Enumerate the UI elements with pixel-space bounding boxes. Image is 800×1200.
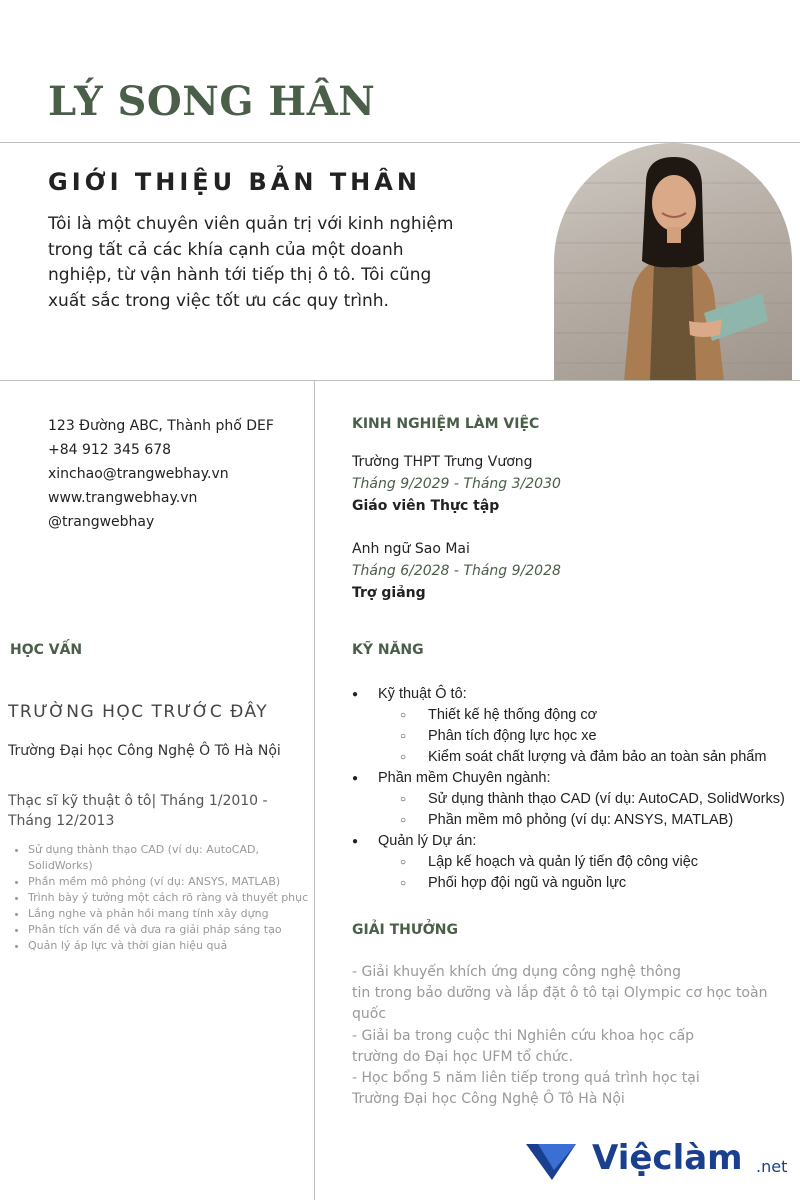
education-heading: HỌC VẤN xyxy=(10,642,83,658)
portrait-illustration xyxy=(554,143,792,381)
award-line: - Giải ba trong cuộc thi Nghiên cứu khoa học cấp xyxy=(352,1027,695,1044)
intro-divider xyxy=(0,380,800,381)
award-line: trường do Đại học UFM tổ chức. xyxy=(352,1048,574,1065)
skill-item: ○ Thiết kế hệ thống động cơ xyxy=(352,705,800,726)
list-item: • Phần mềm mô phỏng (ví dụ: ANSYS, MATLAB) xyxy=(28,874,310,890)
job-date: Tháng 6/2028 - Tháng 9/2028 xyxy=(352,563,561,579)
contact-info xyxy=(48,414,274,534)
contact-website[interactable]: www.trangwebhay.vn xyxy=(48,490,198,506)
column-divider xyxy=(314,381,315,1200)
job-date: Tháng 9/2029 - Tháng 3/2030 xyxy=(352,476,561,492)
skill-item: ○ Kiểm soát chất lượng và đảm bảo an toàn sản phẩm xyxy=(352,747,800,768)
school-heading: TRƯỜNG HỌC TRƯỚC ĐÂY xyxy=(8,702,269,722)
list-item: • Sử dụng thành thạo CAD (ví dụ: AutoCAD, SolidWorks) xyxy=(28,842,310,874)
list-item: • Trình bày ý tưởng một cách rõ ràng và thuyết phục xyxy=(28,890,310,906)
skills-heading: KỸ NĂNG xyxy=(352,642,424,658)
skill-item: ○ Phân tích động lực học xe xyxy=(352,726,800,747)
award-line: quốc xyxy=(352,1006,387,1023)
logo-wordmark: Việclàm xyxy=(592,1138,743,1178)
skill-category: ● Phần mềm Chuyên ngành: xyxy=(352,768,800,789)
skill-category: ● Quản lý Dự án: xyxy=(352,831,800,852)
contact-address: 123 Đường ABC, Thành phố DEF xyxy=(48,418,274,434)
award-line: - Giải khuyến khích ứng dụng công nghệ thông xyxy=(352,964,682,980)
contact-social[interactable]: @trangwebhay xyxy=(48,514,155,530)
list-item: • Phân tích vấn đề và đưa ra giải pháp sáng tạo xyxy=(28,922,310,938)
candidate-name: LÝ SONG HÂN xyxy=(48,78,376,125)
skill-item: ○ Sử dụng thành thạo CAD (ví dụ: AutoCAD, SolidWorks) xyxy=(352,789,800,810)
list-item: • Lắng nghe và phản hồi mang tính xây dựng xyxy=(28,906,310,922)
award-line: Trường Đại học Công Nghệ Ô Tô Hà Nội xyxy=(352,1091,625,1108)
skill-item: ○ Phần mềm mô phỏng (ví dụ: ANSYS, MATLAB) xyxy=(352,810,800,831)
intro-title: GIỚI THIỆU BẢN THÂN xyxy=(48,168,421,196)
job-role: Trợ giảng xyxy=(352,585,426,601)
logo-suffix: .net xyxy=(756,1157,788,1176)
education-list xyxy=(8,842,310,954)
contact-phone: +84 912 345 678 xyxy=(48,442,172,458)
vieclam-logo xyxy=(524,1138,794,1188)
list-item: • Quản lý áp lực và thời gian hiệu quả xyxy=(28,938,310,954)
degree-info: Thạc sĩ kỹ thuật ô tô| Tháng 1/2010 - Tháng 12/2013 xyxy=(8,793,268,829)
skill-item: ○ Lập kế hoạch và quản lý tiến độ công việc xyxy=(352,852,800,873)
skill-item: ○ Phối hợp đội ngũ và nguồn lực xyxy=(352,873,800,894)
school-name: Trường Đại học Công Nghệ Ô Tô Hà Nội xyxy=(8,743,281,759)
skill-category: ● Kỹ thuật Ô tô: xyxy=(352,684,800,705)
award-line: tin trong bảo dưỡng và lắp đặt ô tô tại Olympic cơ học toàn xyxy=(352,985,768,1002)
intro-text: Tôi là một chuyên viên quản trị với kinh nghiệm trong tất cả các khía cạnh của một doanh nghiệp, từ vận hành tới tiếp thị ô tô. Tôi cũng xuất sắc trong việc tốt ưu các quy trình. xyxy=(48,214,454,311)
awards-text xyxy=(352,962,800,1110)
logo-chevron-icon xyxy=(524,1140,584,1184)
job-company: Trường THPT Trưng Vương xyxy=(352,454,533,470)
job-company: Anh ngữ Sao Mai xyxy=(352,541,470,557)
awards-heading: GIẢI THƯỞNG xyxy=(352,922,459,938)
job-role: Giáo viên Thực tập xyxy=(352,498,500,514)
award-line: - Học bổng 5 năm liên tiếp trong quá trình học tại xyxy=(352,1070,700,1087)
experience-heading: KINH NGHIỆM LÀM VIỆC xyxy=(352,416,540,432)
skills-list xyxy=(352,684,800,894)
contact-email[interactable]: xinchao@trangwebhay.vn xyxy=(48,466,229,482)
profile-photo xyxy=(554,143,792,381)
